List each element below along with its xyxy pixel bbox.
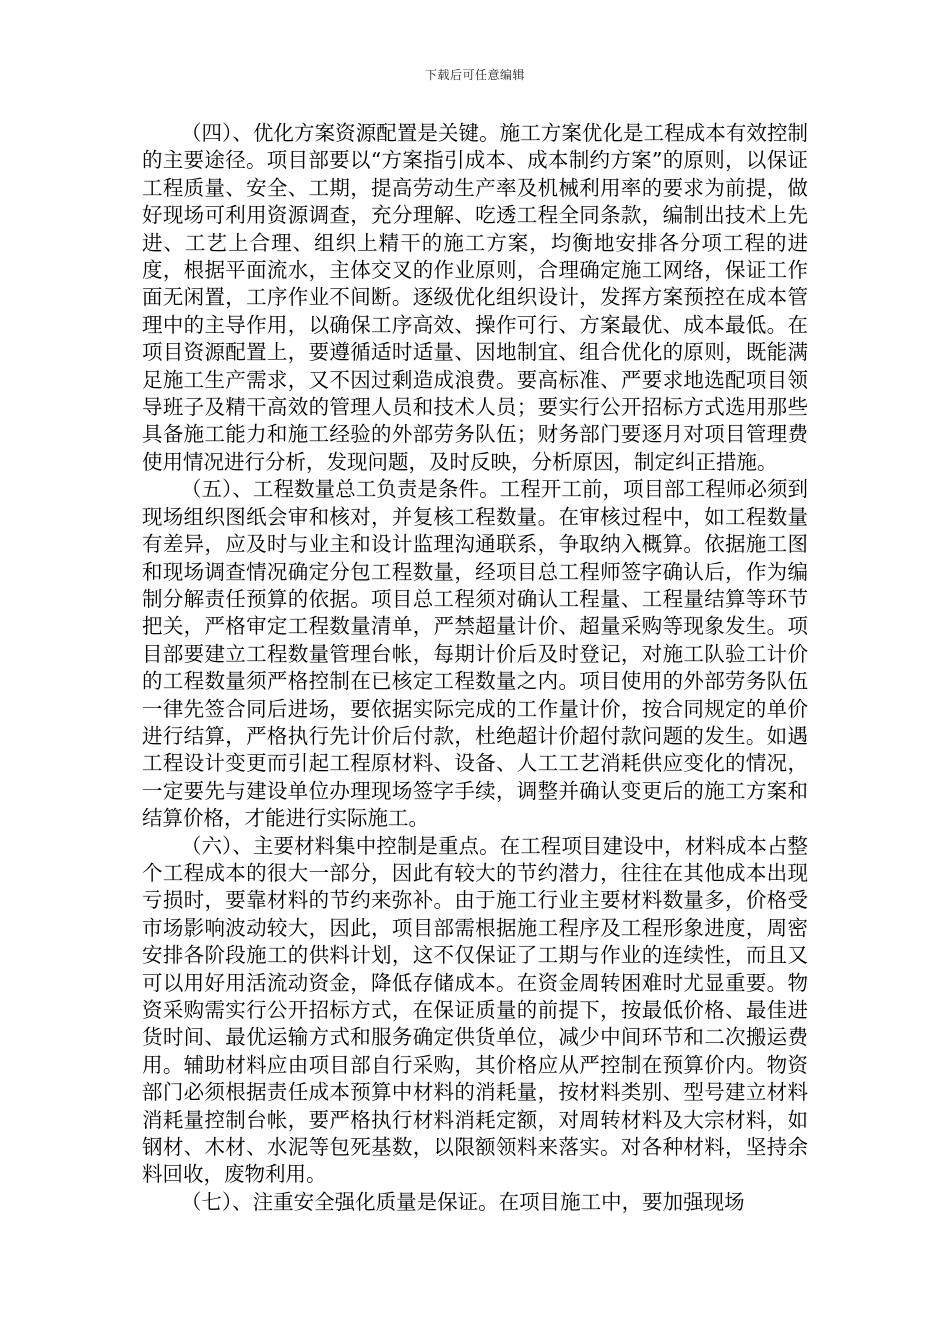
paragraph-section-7: （七）、注重安全强化质量是保证。在项目施工中，要加强现场 <box>180 1189 745 1214</box>
paragraph-section-6: （六）、主要材料集中控制是重点。在工程项目建设中，材料成本占整个工程成本的很大一部分，因此有较大的节约潜力，往往在其他成本出现亏损时，要靠材料的节约来弥补。由于施工行业主要材料数量多，价格受市场影响波动较大，因此，项目部需根据施工程序及工程形象进度，周密安排各阶段施工的供料计划，这不仅保证了工期与作业的连续性，而且又可以用好用活流动资金，降低存储成本。在资金周转困难时尤显重要。物资采购需实行公开招标方式，在保证质量的前提下，按最低价格、最佳进货时间、最优运输方式和服务确定供货单位，减少中间环节和二次搬运费用。辅助材料应由项目部自行采购，其价格应从严控制在预算价内。物资部门必须根据责任成本预算中材料的消耗量，按材料类别、型号建立材料消耗量控制台帐，要严格执行材料消耗定额，对周转材料及大宗材料，如钢材、木材、水泥等包死基数，以限额领料来落实。对各种材料，坚持余料回收，废物利用。 <box>142 833 808 1187</box>
paragraph-section-5: （五）、工程数量总工负责是条件。工程开工前，项目部工程师必须到现场组织图纸会审和核对，并复核工程数量。在审核过程中，如工程数量有差异，应及时与业主和设计监理沟通联系，争取纳入概算。依据施工图和现场调查情况确定分包工程数量，经项目总工程师签字确认后，作为编制分解责任预算的依据。项目总工程须对确认工程量、工程量结算等环节把关，严格审定工程数量清单，严禁超量计价、超量采购等现象发生。项目部要建立工程数量管理台帐，每期计价后及时登记，对施工队验工计价的工程数量须严格控制在已核定工程数量之内。项目使用的外部劳务队伍一律先签合同后进场，要依据实际完成的工作量计价，按合同规定的单价进行结算，严格执行先计价后付款，杜绝超计价超付款问题的发生。如遇工程设计变更而引起工程原材料、设备、人工工艺消耗供应变化的情况，一定要先与建设单位办理现场签字手续，调整并确认变更后的施工方案和结算价格，才能进行实际施工。 <box>142 477 808 831</box>
paragraph-section-4: （四）、优化方案资源配置是关键。施工方案优化是工程成本有效控制的主要途径。项目部要以“方案指引成本、成本制约方案”的原则，以保证工程质量、安全、工期，提高劳动生产率及机械利用率的要求为前提，做好现场可利用资源调查，充分理解、吃透工程全同条款，编制出技术上先进、工艺上合理、组织上精干的施工方案，均衡地安排各分项工程的进度，根据平面流水，主体交叉的作业原则，合理确定施工网络，保证工作面无闲置，工序作业不间断。逐级优化组织设计，发挥方案预控在成本管理中的主导作用，以确保工序高效、操作可行、方案最优、成本最低。在项目资源配置上，要遵循适时适量、因地制宜、组合优化的原则，既能满足施工生产需求，又不因过剩造成浪费。要高标准、严要求地选配项目领导班子及精干高效的管理人员和技术人员；要实行公开招标方式选用那些具备施工能力和施工经验的外部劳务队伍；财务部门要逐月对项目管理费使用情况进行分析，发现问题，及时反映，分析原因，制定纠正措施。 <box>142 121 808 474</box>
document-body <box>142 120 808 1216</box>
page-header: 下载后可任意编辑 <box>424 68 525 82</box>
